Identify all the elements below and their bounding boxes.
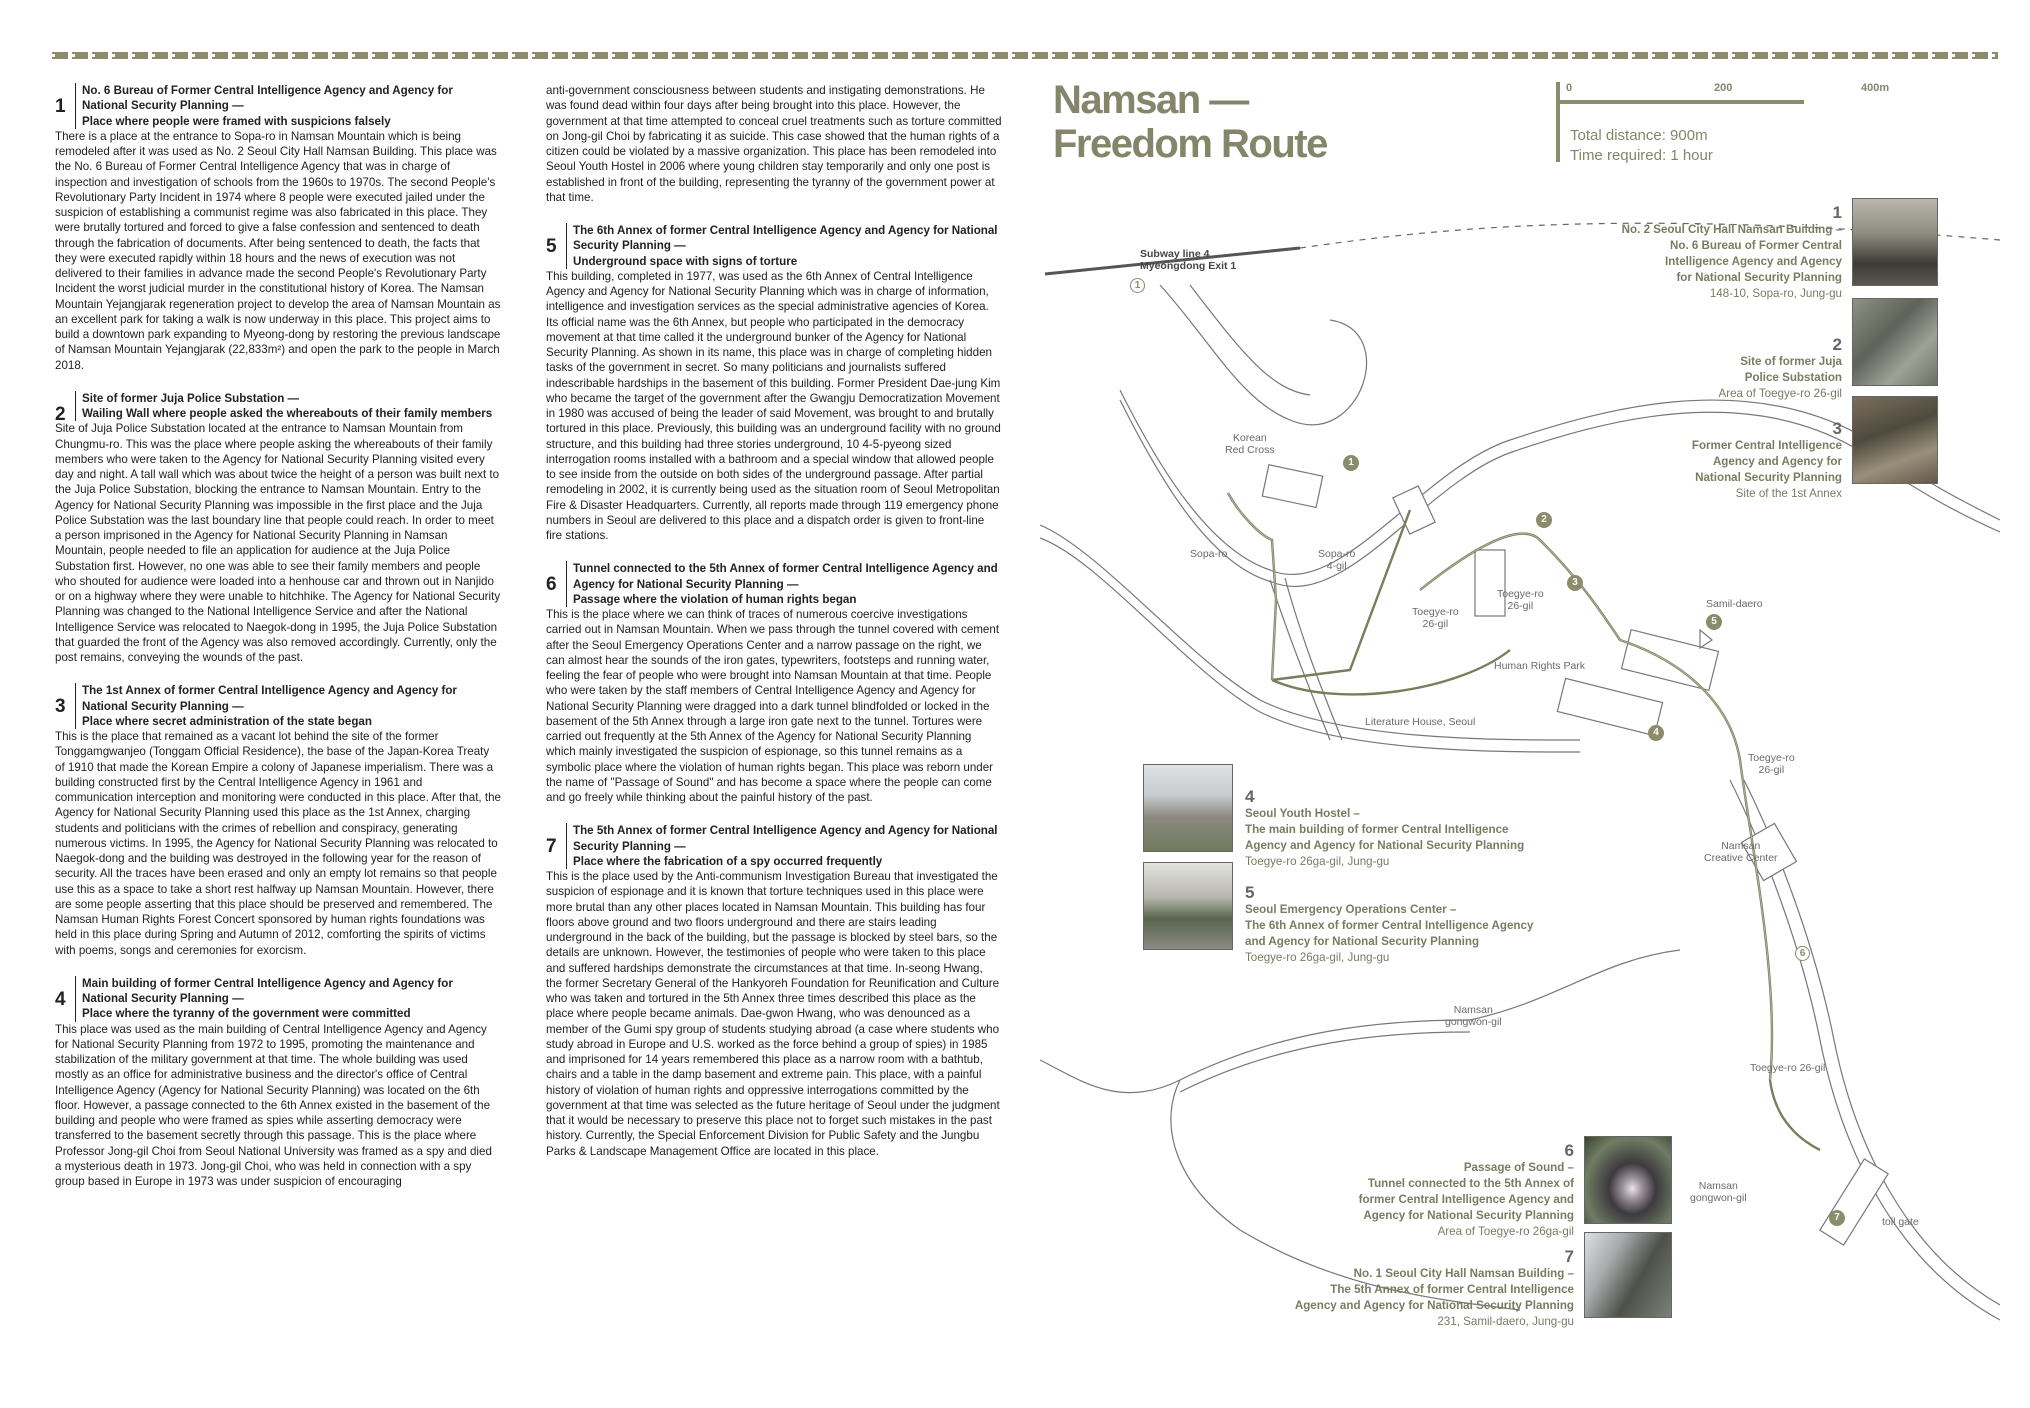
- caption-6: 6 Passage of Sound – Tunnel connected to the 5th Annex of former Central Intelligence Agency and Agency for National Security Planning Area of Toegye-ro 26ga-gil: [1358, 1141, 1574, 1238]
- route-marker-3: 3: [1567, 575, 1583, 591]
- section-heading: The 1st Annex of former Central Intelligence Agency and Agency for National Security Planning — Place where secret administration of the state began: [75, 683, 501, 729]
- scale-tick-200: 200: [1714, 82, 1733, 94]
- route-marker-1: 1: [1343, 455, 1359, 471]
- caption-7: 7 No. 1 Seoul City Hall Namsan Building – The 5th Annex of former Central Intelligence Agency and Agency for National Security Planning 231, Samil-daero, Jung-gu: [1294, 1247, 1574, 1328]
- section-number: 4: [55, 988, 66, 1010]
- section-body: This is the place that remained as a vacant lot behind the site of the former Tonggamgwanjeo (Tonggam Official Residence), the base of the Japan-Korea Treaty of 1910 that made the Korean Empire a colony of Japanese imperialism. There was a building constructed first by the Central Intelligence Agency in 1961 and communication interception and monitoring were conducted in this place. After that, the Agency for National Security Planning used this place as the 1st Annex, charging students and politicians with the crimes of rebellion and conspiracy, generating numerous victims. In 1995, the Agency for National Security Planning was relocated to Naegok-dong and the building was destroyed in the following year for the reason of security. All the traces have been erased and only an empty lot remains so that people use this as a space to take a short rest halfway up Namsan Mountain. However, there are some people asserting that this place should be preserved and remembered. The Namsan Human Rights Forest Concert sponsored by human rights foundations was held in this place during Spring and Autumn of 2012, comforting the spirits of victims with poems, songs and ceremonies for exorcism.: [55, 730, 501, 957]
- photo-site-2: [1852, 298, 1938, 386]
- section-heading: Tunnel connected to the 5th Annex of former Central Intelligence Agency and Agency for National Security Planning — Passage where the violation of human rights began: [566, 561, 1002, 607]
- map-title: Namsan — Freedom Route: [1053, 78, 1327, 166]
- scale-vertical-rule: [1556, 82, 1560, 162]
- section-body: Site of Juja Police Substation located at the entrance to Namsan Mountain from Chungmu-ro. This was the place where people asking the whereabouts of their family members who were taken to the Agency for National Security Planning visited every day and night. A tall wall which was about twice the height of a person was built next to the Juja Police Substation, blocking the entrance to Namsan Mountain. Entry to the Agency for National Security Planning was impossible in the first place and the Juja Police Substation was the last boundary line that people could reach. In order to meet a person imprisoned in the Agency for National Security Planning in Namsan Mountain, people needed to file an application for audience at the Juja Police Substation first. However, no one was able to see their family members and people who shouted for audience were loaded into a henhouse car and thrown out in Nanjido or on a highway where they were unable to hitchhike. The Agency for National Security Planning was changed to the National Intelligence Service and after the National Intelligence Service was relocated to Naegok-dong in 1995, the Juja Police Substation that guarded the front of the Agency was also removed accordingly. Currently, only the post remains, conveying the wounds of the past.: [55, 422, 501, 664]
- section-number: 2: [55, 403, 66, 425]
- caption-4: 4 Seoul Youth Hostel – The main building of former Central Intelligence Agency and Agency for National Security Planning Toegye-ro 26ga-gil, Jung-gu: [1245, 787, 1525, 868]
- building-5: [1557, 678, 1662, 735]
- total-distance: Total distance: 900m: [1570, 127, 1708, 144]
- scale-bar-line: [1556, 100, 1804, 104]
- section-7: [546, 823, 1002, 1159]
- text-column-1: [55, 83, 501, 1207]
- section-4: [55, 976, 501, 1190]
- scale-tick-400: 400m: [1861, 82, 1890, 94]
- photo-site-1: [1852, 198, 1938, 286]
- road: [1160, 285, 1367, 425]
- label-toegye-ro-26gil-b: Toegye-ro 26-gil: [1497, 588, 1544, 612]
- label-toegye-ro-26gil-c: Toegye-ro 26-gil: [1748, 752, 1795, 776]
- route-info: [1570, 126, 1713, 166]
- label-literature-house: Literature House, Seoul: [1365, 716, 1476, 728]
- section-number: 1: [55, 96, 66, 117]
- route-marker-4: 4: [1648, 725, 1664, 741]
- section-heading: The 6th Annex of former Central Intelligence Agency and Agency for National Security Planning — Underground space with signs of torture: [566, 223, 1002, 269]
- section-2: [55, 391, 501, 666]
- label-namsan-gongwon-gil: Namsan gongwon-gil: [1445, 1004, 1502, 1028]
- section-number: 7: [546, 836, 557, 858]
- photo-site-7: [1584, 1232, 1672, 1318]
- section-heading: No. 6 Bureau of Former Central Intelligence Agency and Agency for National Security Planning — Place where people were framed with suspicions falsely: [75, 83, 501, 129]
- section-number: 6: [546, 574, 557, 596]
- scale-tick-0: 0: [1566, 82, 1573, 94]
- route-marker-5: 5: [1706, 614, 1722, 630]
- section-heading: The 5th Annex of former Central Intelligence Agency and Agency for National Security Planning — Place where the fabrication of a spy occurred frequently: [566, 823, 1002, 869]
- route-line: [1272, 510, 1410, 680]
- photo-site-3: [1852, 396, 1938, 484]
- label-sopa-ro: Sopa-ro: [1190, 548, 1228, 560]
- label-creative-center: Namsan Creative Center: [1704, 840, 1778, 864]
- marker-1-small: 1: [1130, 278, 1145, 293]
- building-marker: [1700, 630, 1712, 648]
- building-2: [1393, 486, 1435, 534]
- subway-label: Subway line 4 Myeongdong Exit 1: [1140, 248, 1237, 272]
- caption-5: 5 Seoul Emergency Operations Center – The 6th Annex of former Central Intelligence Agency and Agency for National Security Planning Toegye-ro 26ga-gil, Jung-gu: [1245, 883, 1534, 964]
- label-toll-gate: toll gate: [1882, 1216, 1919, 1228]
- photo-site-5: [1143, 862, 1233, 950]
- caption-3: 3 Former Central Intelligence Agency and Agency for National Security Planning Site of the 1st Annex: [1691, 419, 1842, 500]
- section-body: This building, completed in 1977, was used as the 6th Annex of Central Intelligence Agency and Agency for National Security Planning which was in charge of information, intelligence and investigation services as the special administrative agencies of Korea. Its official name was the 6th Annex, but people who participated in the democracy movement at that time called it the underground bunker of the Agency for National Security Planning. As shown in its name, this place was in charge of completing hidden tasks of the government in secret. So many politicians and journalists suffered indescribable hardships in the basement of this building. Former President Dae-jung Kim who became the target of the government after the Gwangju Democratization Movement in 1980 was accused of being the leader of said Movement, was brought to and brutally tortured in this place. Previously, this building was an underground facility with no ground structure, and this building had three stories underground, 10 4-5-pyeong sized interrogation rooms installed with a bathroom and a special window that allowed people to see inside from the outside on both sides of the underground passage. After partial remodeling in 2002, it is currently being used as the situation room of Seoul Metropolitan Fire & Disaster Headquarters. Currently, all reports made through 119 emergency phone numbers in Seoul are delivered to this place and a dispatch order is given to front-line fire stations.: [546, 269, 1001, 542]
- section-heading: Site of former Juja Police Substation — Wailing Wall where people asked the whereabouts of their family members: [75, 391, 501, 422]
- section-4-continued: anti-government consciousness between students and instigating demonstrations. He was found dead within four days after being brought into this place. However, the government at that time attempted to conceal cruel treatments such as torture committed on Jong-gil Choi by fabricating it as suicide. This case showed that the human rights of a citizen could be violated by a massive organization. This place has been remodeled into Seoul Youth Hostel in 2006 where young children stay temporarily and only one post is established in front of the building, representing the tyranny of the government power at that time.: [546, 84, 1002, 204]
- section-5: [546, 223, 1002, 543]
- route-line: [1228, 493, 1276, 680]
- section-6: [546, 561, 1002, 805]
- text-column-2: [546, 83, 1002, 1177]
- label-red-cross: Korean Red Cross: [1225, 432, 1275, 456]
- building-7: [1820, 1159, 1888, 1245]
- caption-1: 1 No. 2 Seoul City Hall Namsan Building – No. 6 Bureau of Former Central Intelligence Agency and Agency for National Security Planning 148-10, Sopa-ro, Jung-gu: [1621, 203, 1842, 300]
- section-body: This is the place where we can think of traces of numerous coercive investigations carried out in Namsan Mountain. When we pass through the tunnel covered with cement after the Seoul Emergency Operations Center and a narrow passage on the right, we can almost hear the sounds of the iron gates, typewriters, footsteps and running water, feeling the fear of people who were brought into Namsan Mountain at that time. People who were taken by the staff members of Central Intelligence Agency and Agency for National Security Planning were dragged into a dark tunnel blindfolded or locked in the basement of the 5th Annex through a large iron gate next to the tunnel. Tortures were carried out frequently at the 5th Annex of the Agency for National Security Planning which mainly investigated the suspicion of espionage, so this tunnel remains as a symbolic place where the violation of human rights began. This place was reborn under the name of "Passage of Sound" and has become a space where the people can come and go freely while thinking about the painful history of the past.: [546, 608, 1000, 804]
- section-3: [55, 683, 501, 958]
- photo-site-6: [1584, 1136, 1672, 1224]
- label-toegye-ro-26gil-d: Toegye-ro 26-gil: [1750, 1062, 1826, 1074]
- label-namsan-gongwon-gil-b: Namsan gongwon-gil: [1690, 1180, 1747, 1204]
- route-marker-2: 2: [1536, 512, 1552, 528]
- section-body: This place was used as the main building of Central Intelligence Agency and Agency for National Security Planning from 1972 to 1995, promoting the maintenance and stabilization of the military government at that time. The whole building was used mostly as an office for administrative business and the director's office of Central Intelligence Agency (Agency for National Security Planning) was located on the 6th floor. However, a passage connected to the 6th Annex existed in the basement of the building and people who were framed as spies while asserting democracy were transferred to the basement secretly through this passage. This is the place where Professor Jong-gil Choi from Seoul National University was framed as a spy and died a mysterious death in 1973. Jong-gil Choi, who was held in connection with a spy group based in Europe in 1973 was under suspicion of encouraging: [55, 1022, 492, 1188]
- section-body: There is a place at the entrance to Sopa-ro in Namsan Mountain which is being remodeled after it was used as No. 2 Seoul City Hall Namsan Building. This place was the No. 6 Bureau of Former Central Intelligence Agency that was in charge of inspection and investigation of schools from the 1960s to 1970s. The second People's Revolutionary Party Incident in 1974 where 8 people were executed jailed under the suspicion of establishing a communist regime was also fabricated in this place. They were brutally tortured and forced to give a false confession and sentenced to death through the fabrication of documents. After being sentenced to death, the facts that they were executed rapidly within 18 hours and the news of execution was not delivered to their families in advance made the second People's Revolutionary Party Incident the worst judicial murder in the constitutional history of Korea. The Namsan Mountain Yejangjarak regeneration project to develop the area of Namsan Mountain as an excellent park for taking a walk is now underway in this place. This project aims to build a downtown park expanding to Myeong-dong by restoring the previous landscape of Namsan Mountain Yejangjarak (22,833m²) and open the park to the people in March 2018.: [55, 129, 501, 372]
- section-1: [55, 83, 501, 373]
- dashed-header-rule: [52, 52, 1998, 59]
- section-heading: Main building of former Central Intelligence Agency and Agency for National Security Planning — Place where the tyranny of the government were committed: [75, 976, 501, 1022]
- section-number: 5: [546, 236, 557, 257]
- route-marker-7: 7: [1829, 1210, 1845, 1226]
- label-samil-daero: Samil-daero: [1706, 598, 1763, 610]
- photo-site-4: [1143, 764, 1233, 852]
- route-line: [1272, 650, 1510, 694]
- label-toegye-ro-26gil: Toegye-ro 26-gil: [1412, 606, 1459, 630]
- section-body: This is the place used by the Anti-communism Investigation Bureau that investigated the suspicion of espionage and it is known that torture techniques used in this place were more brutal than any other places located in Namsan Mountain. This building has four floors above ground and two floors underground and there are stairs leading underground in the back of the building, but the passage is blocked by steel bars, so the details are unknown. However, the testimonies of people who were taken to this place and suffered hardships demonstrate the circumstances at that time. In-seong Hwang, the former Secretary General of the Hankyoreh Foundation for Reunification and Culture who was taken and tortured in the 5th Annex three times described this place as the place where people became animals. Dae-gwon Hwang, who was denounced as a member of the Gumi spy group of students studying abroad (a case where students who study abroad in Europe and U.S. worked as the force behind a group of spies) in 1985 and imprisoned for 14 years remembered this place as a narrow room with a bathtub, chairs and a table in the damp basement and extreme pain. This place, with a painful history of violation of human rights and oppressive interrogations committed by the government at that time was selected as the future heritage of Seoul under the judgment that it would be necessary to preserve this place not to forget such mistakes in the past history. Currently, the Special Enforcement Division for Public Safety and the Jungbu Parks & Landscape Management Office are located in this place.: [546, 870, 1000, 1158]
- building-1: [1262, 465, 1322, 508]
- route-marker-6: 6: [1795, 946, 1810, 961]
- section-number: 3: [55, 696, 66, 718]
- caption-2: 2 Site of former Juja Police Substation Area of Toegye-ro 26-gil: [1718, 335, 1842, 400]
- label-human-rights-park: Human Rights Park: [1494, 660, 1586, 672]
- time-required: Time required: 1 hour: [1570, 147, 1713, 164]
- label-sopa-ro-4gil: Sopa-ro 4-gil: [1318, 548, 1356, 572]
